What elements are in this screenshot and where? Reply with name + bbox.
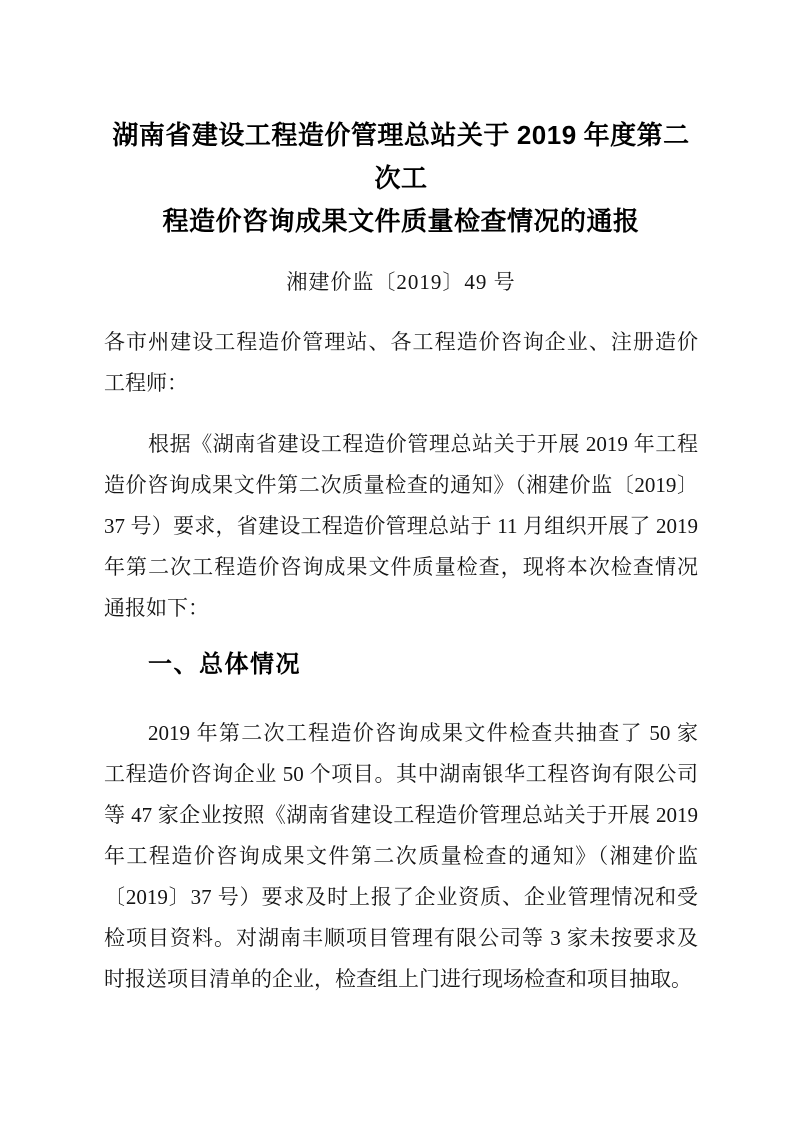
recipients-line-2: 工程师： [104,371,188,395]
recipients-paragraph [104,322,698,404]
intro-line-4: 年第二次工程造价咨询成果文件质量检查，现将本次检查情况 [104,555,698,579]
title-line-1-post: 年度第二次工 [374,121,690,193]
overview-paragraph [104,713,698,1000]
section-heading-1: 一、总体情况 [148,651,301,678]
intro-paragraph [104,424,698,629]
intro-line-2: 造价咨询成果文件第二次质量检查的通知》（湘建价监〔2019〕 [104,473,698,497]
recipients-line-1: 各市州建设工程造价管理站、各工程造价咨询企业、注册造价 [104,330,698,354]
overview-line-6: 检项目资料。对湖南丰顺项目管理有限公司等 3 家未按要求及 [104,926,698,950]
doc-number: 湘建价监〔2019〕49 号 [286,270,516,294]
document-content [0,114,799,1000]
overview-line-4: 年工程造价咨询成果文件第二次质量检查的通知》（湘建价监 [104,844,698,868]
intro-line-1: 根据《湖南省建设工程造价管理总站关于开展 2019 年工程 [148,432,698,456]
title-line-2: 程造价咨询成果文件质量检查情况的通报 [162,207,640,236]
title-line-1 [104,114,698,200]
intro-line-3: 37 号）要求，省建设工程造价管理总站于 11 月组织开展了 2019 [104,514,698,538]
overview-line-1: 2019 年第二次工程造价咨询成果文件检查共抽查了 50 家 [148,721,698,745]
overview-line-5: 〔2019〕37 号）要求及时上报了企业资质、企业管理情况和受 [104,885,698,909]
title-line-1-year: 2019 [516,120,577,150]
document-title [104,114,698,243]
overview-line-7: 时报送项目清单的企业，检查组上门进行现场检查和项目抽取。 [104,967,692,991]
title-line-1-pre: 湖南省建设工程造价管理总站关于 [112,121,517,150]
overview-line-3: 等 47 家企业按照《湖南省建设工程造价管理总站关于开展 2019 [104,803,698,827]
overview-line-2: 工程造价咨询企业 50 个项目。其中湖南银华工程咨询有限公司 [104,762,698,786]
intro-line-5: 通报如下： [104,596,209,620]
